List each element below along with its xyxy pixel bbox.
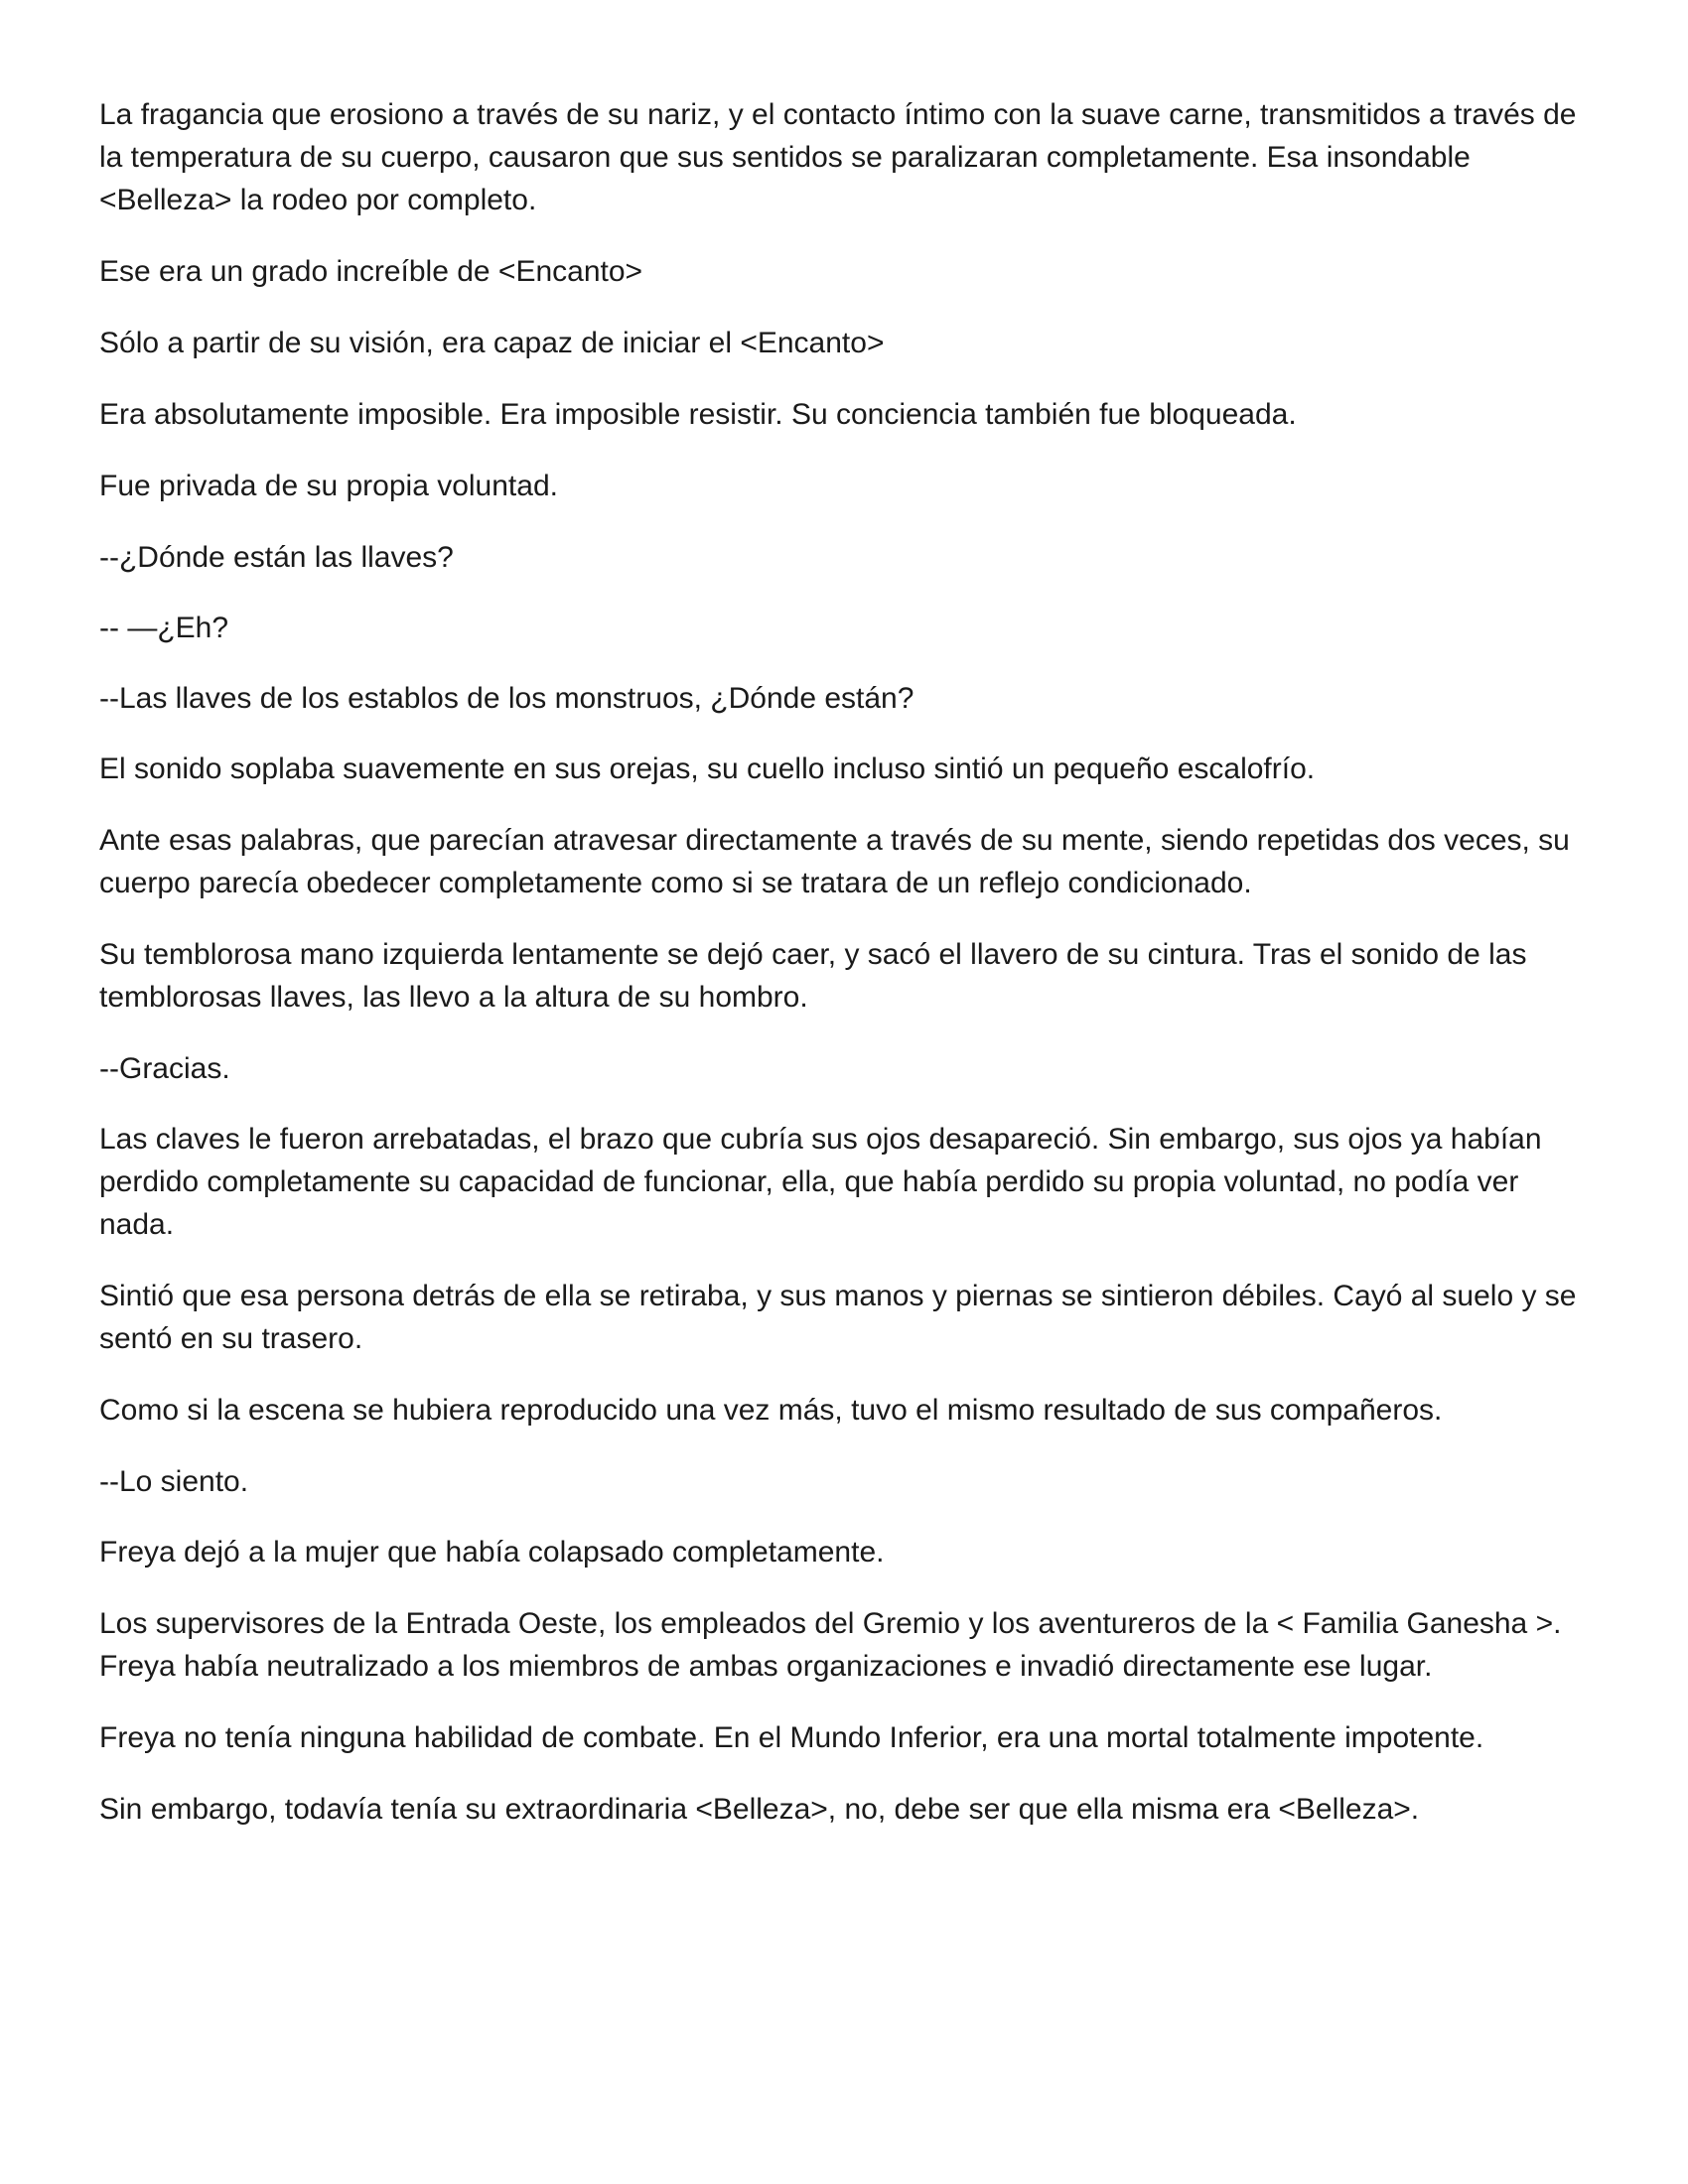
dialogue-line: --Gracias. [99,1052,230,1085]
paragraph: Ese era un grado increíble de <Encanto> [99,255,643,288]
paragraph: Fue privada de su propia voluntad. [99,470,558,502]
paragraph: Sintió que esa persona detrás de ella se retiraba, y sus manos y piernas se sintieron débiles. Cayó al suelo y se sentó en su trasero. [99,1280,1577,1355]
paragraph: El sonido soplaba suavemente en sus orejas, su cuello incluso sintió un pequeño escalofrío. [99,752,1316,785]
paragraph: Freya dejó a la mujer que había colapsado completamente. [99,1536,885,1569]
paragraph: Como si la escena se hubiera reproducido una vez más, tuvo el mismo resultado de sus compañeros. [99,1394,1443,1427]
paragraph: Freya no tenía ninguna habilidad de combate. En el Mundo Inferior, era una mortal totalmente impotente. [99,1721,1484,1754]
dialogue-line: --Las llaves de los establos de los monstruos, ¿Dónde están? [99,682,914,715]
paragraph: Sin embargo, todavía tenía su extraordinaria <Belleza>, no, debe ser que ella misma era <Belleza>. [99,1793,1420,1826]
paragraph: Sólo a partir de su visión, era capaz de iniciar el <Encanto> [99,327,885,359]
dialogue-line: --¿Dónde están las llaves? [99,541,454,574]
paragraph: Era absolutamente imposible. Era imposible resistir. Su conciencia también fue bloqueada. [99,398,1297,431]
paragraph: Su temblorosa mano izquierda lentamente se dejó caer, y sacó el llavero de su cintura. Tras el sonido de las temblorosas llaves, las llevo a la altura de su hombro. [99,938,1527,1014]
paragraph: Ante esas palabras, que parecían atravesar directamente a través de su mente, siendo repetidas dos veces, su cuerpo parecía obedecer completamente como si se tratara de un reflejo condicionado. [99,824,1570,899]
paragraph: Los supervisores de la Entrada Oeste, los empleados del Gremio y los aventureros de la < Familia Ganesha >. Freya había neutralizado a los miembros de ambas organizaciones e invadió directamente ese lugar. [99,1607,1562,1683]
paragraph: La fragancia que erosiono a través de su nariz, y el contacto íntimo con la suave carne, transmitidos a través de la temperatura de su cuerpo, causaron que sus sentidos se paralizaran completamente. Esa insondable <Belleza> la rodeo por completo. [99,98,1577,216]
dialogue-line: -- —¿Eh? [99,612,229,644]
dialogue-line: --Lo siento. [99,1465,249,1498]
paragraph: Las claves le fueron arrebatadas, el brazo que cubría sus ojos desapareció. Sin embargo, sus ojos ya habían perdido completamente su capacidad de funcionar, ella, que había perdido su propia voluntad, no podía ver nada. [99,1123,1542,1241]
